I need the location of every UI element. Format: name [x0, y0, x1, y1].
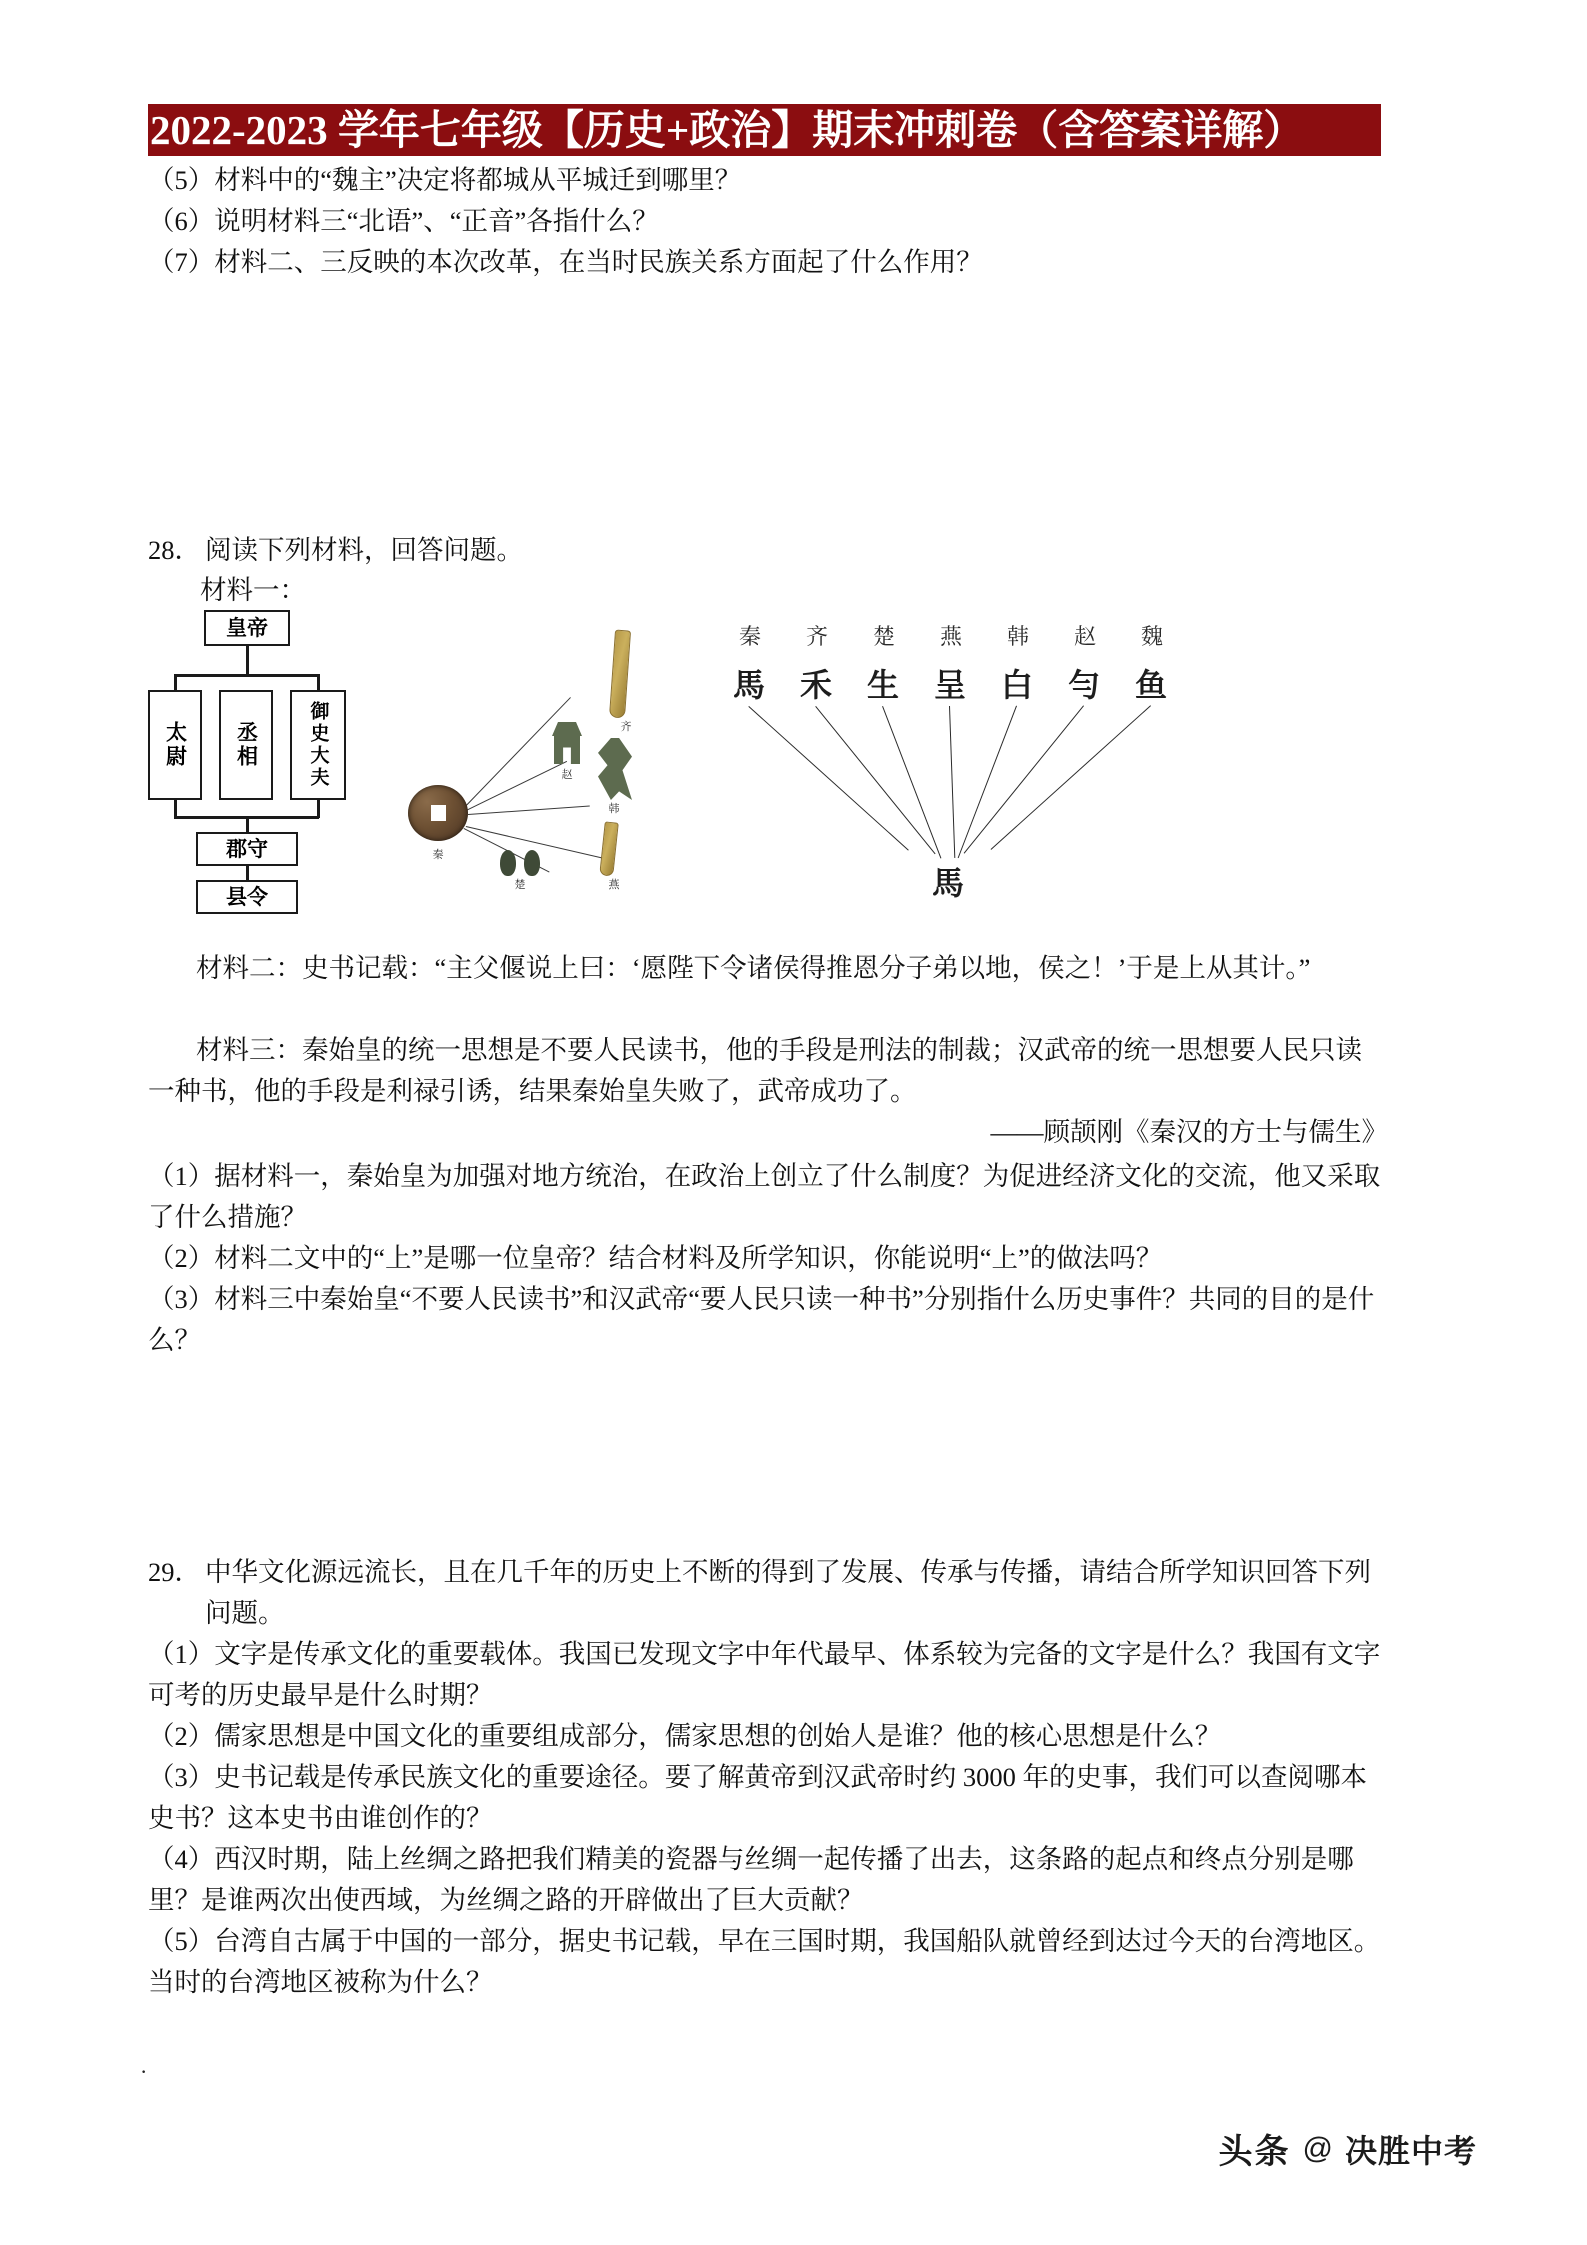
- currency-label-qi: 齐: [620, 721, 632, 733]
- ancient-glyph-qin: 馬: [732, 667, 765, 703]
- state-name-han: 韩: [1006, 624, 1029, 649]
- watermark-at-sign: @: [1302, 2131, 1333, 2165]
- state-name-qi: 齐: [805, 624, 828, 649]
- currency-unification-diagram: [380, 600, 690, 920]
- page-title: 2022-2023 学年七年级【历史+政治】期末冲刺卷（含答案详解）: [150, 107, 1305, 153]
- question-28-stem: 阅读下列材料，回答问题。: [205, 535, 523, 565]
- org-box-chengxiang: 丞相: [219, 690, 273, 800]
- watermark-account-name: 决胜中考: [1344, 2132, 1477, 2169]
- question-29-number: 29．: [148, 1557, 201, 1587]
- coin-yan-knife: [599, 821, 619, 876]
- org-box-xianling: 县令: [196, 880, 298, 914]
- script-line-qi: [815, 706, 936, 855]
- material-one-label: 材料一：: [200, 575, 306, 605]
- org-box-junshou: 郡守: [196, 832, 298, 866]
- question-29-sub-2: （2）儒家思想是中国文化的重要组成部分，儒家思想的创始人是谁？他的核心思想是什么？: [148, 1721, 1222, 1751]
- material-three-text: 材料三：秦始皇的统一思想是不要人民读书，他的手段是刑法的制裁；汉武帝的统一思想要人民只读一种书，他的手段是利禄引诱，结果秦始皇失败了，武帝成功了。: [148, 1035, 1362, 1106]
- state-name-zhao: 赵: [1073, 624, 1096, 649]
- state-name-yan: 燕: [939, 624, 962, 649]
- coin-han-spade: [598, 738, 632, 800]
- currency-label-zhao: 赵: [561, 769, 573, 781]
- org-box-taiwei: 太尉: [148, 690, 202, 800]
- question-28-sub-3: （3）材料三中秦始皇“不要人民读书”和汉武帝“要人民只读一种书”分别指什么历史事件？共同的目的是什么？: [148, 1284, 1375, 1355]
- coin-chu-antnose-right: [524, 850, 540, 876]
- state-name-chu: 楚: [872, 624, 895, 649]
- question-29-stem: 中华文化源远流长，且在几千年的历史上不断的得到了发展、传承与传播，请结合所学知识回答下列问题。: [205, 1557, 1371, 1628]
- script-line-han: [957, 706, 1017, 859]
- currency-label-yan: 燕: [608, 879, 620, 891]
- question-28-sub-2: （2）材料二文中的“上”是哪一位皇帝？结合材料及所学知识，你能说明“上”的做法吗？: [148, 1243, 1163, 1273]
- ancient-glyph-han: 白: [1000, 667, 1033, 703]
- script-line-yan: [949, 706, 956, 858]
- watermark-platform-label: 头条: [1218, 2134, 1291, 2171]
- question-29-sub-1: （1）文字是传承文化的重要载体。我国已发现文字中年代最早、体系较为完备的文字是什么？我国有文字可考的历史最早是什么时期？: [148, 1639, 1381, 1710]
- carryover-question-6: （6）说明材料三“北语”、“正音”各指什么？: [148, 206, 659, 236]
- ancient-glyph-yan: 呈: [933, 667, 966, 703]
- carryover-question-5: （5）材料中的“魏主”决定将都城从平城迁到哪里？: [148, 165, 742, 195]
- coin-qi-knife: [609, 630, 631, 719]
- page-title-banner: [148, 104, 1381, 156]
- unified-seal-glyph: 馬: [931, 865, 964, 901]
- script-line-wei: [990, 705, 1151, 850]
- org-connector-emperor-down: [246, 646, 249, 676]
- coin-chu-antnose-left: [500, 850, 516, 876]
- ancient-glyph-chu: 生: [866, 667, 899, 703]
- material-source-attribution: ——顾颉刚《秦汉的方士与儒生》: [990, 1117, 1388, 1147]
- question-28-sub-1: （1）据材料一，秦始皇为加强对地方统治，在政治上创立了什么制度？为促进经济文化的交流，他又采取了什么措施？: [148, 1161, 1381, 1232]
- org-box-yushidafu: 御史大夫: [290, 690, 346, 800]
- currency-label-qin: 秦: [432, 849, 444, 861]
- material-two-text: 材料二：史书记载：“主父偃说上曰：‘愿陛下令诸侯得推恩分子弟以地，侯之！’于是上从其计。”: [196, 953, 1311, 983]
- page-end-dot: ·: [140, 2059, 148, 2084]
- currency-ray-zhao: [466, 761, 567, 811]
- coin-qin-banliang: [408, 785, 468, 841]
- question-29-sub-4: （4）西汉时期，陆上丝绸之路把我们精美的瓷器与丝绸一起传播了出去，这条路的起点和终点分别是哪里？是谁两次出使西域，为丝绸之路的开辟做出了巨大贡献？: [148, 1844, 1354, 1915]
- script-line-qin: [748, 706, 909, 851]
- currency-label-han: 韩: [608, 803, 620, 815]
- currency-label-chu: 楚: [514, 879, 526, 891]
- coin-zhao-spade-head: [552, 722, 582, 736]
- ancient-glyph-zhao: 勻: [1067, 667, 1100, 703]
- currency-ray-han: [468, 805, 590, 815]
- qin-government-org-chart: [140, 610, 355, 915]
- script-unification-diagram: [715, 600, 1185, 920]
- ancient-glyph-wei: 鱼: [1134, 667, 1167, 703]
- org-connector-bus-top: [174, 674, 319, 677]
- question-28-number: 28．: [148, 535, 201, 565]
- coin-zhao-spade-body: [554, 734, 580, 764]
- ancient-glyph-qi: 禾: [799, 667, 832, 703]
- carryover-question-7: （7）材料二、三反映的本次改革，在当时民族关系方面起了什么作用？: [148, 247, 983, 277]
- question-29-sub-5: （5）台湾自古属于中国的一部分，据史书记载，早在三国时期，我国船队就曾经到达过今天的台湾地区。当时的台湾地区被称为什么？: [148, 1926, 1381, 1997]
- watermark: [1219, 2124, 1477, 2173]
- question-29-sub-3: （3）史书记载是传承民族文化的重要途径。要了解黄帝到汉武帝时约 3000 年的史事，我们可以查阅哪本史书？这本史书由谁创作的？: [148, 1762, 1367, 1833]
- material-one-figure: [140, 600, 1320, 920]
- state-name-wei: 魏: [1140, 624, 1163, 649]
- state-name-qin: 秦: [738, 624, 761, 649]
- org-box-emperor: 皇帝: [204, 610, 290, 646]
